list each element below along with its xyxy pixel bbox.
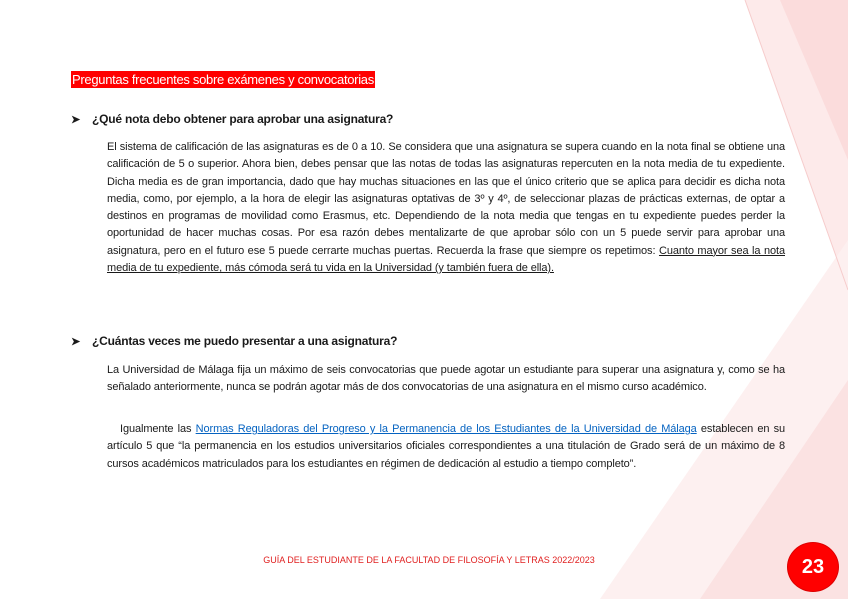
- arrow-bullet-icon: ➤: [71, 114, 81, 126]
- answer-1: [107, 139, 785, 277]
- answer-2b-after: establecen en su artículo 5 que “la permanencia en los estudios universitarios oficiales correspondientes a una titulación de Grado será de un máximo de 8 cursos académicos matriculados para los estudiantes en régimen de dedicación al estudio a tiempo completo”.: [107, 423, 786, 470]
- normas-link[interactable]: Normas Reguladoras del Progreso y la Permanencia de los Estudiantes de la Universidad de Málaga: [195, 423, 697, 435]
- question-1: [71, 112, 393, 126]
- answer-2: La Universidad de Málaga fija un máximo de seis convocatorias que puede agotar un estudiante para superar una asignatura y, como se ha señalado anteriormente, nunca se podrán agotar más de dos convocatorias de una asignatura en el mismo curso académico.: [107, 364, 785, 394]
- answer-1-text: El sistema de calificación de las asignaturas es de 0 a 10. Se considera que una asignatura se supera cuando en la nota final se obtiene una calificación de 5 o superior. Ahora bien, debes pensar que las notas de todas las asignaturas repercuten en la nota media de tu expediente. Dicha media es de gran importancia, dado que hay muchas situaciones en las que el único criterio que se aplica para decidir es dicha nota media, como, por ejemplo, a la hora de elegir las asignaturas optativas de 3º y 4º, de seleccionar plazas de prácticas externas, de optar a destinos en programas de movilidad como Erasmus, etc. Dependiendo de la nota media que tengas en tu expediente puedes perder la oportunidad de hacer muchas cosas. Por esa razón debes mentalizarte de que aprobar sólo con un 5 puede servir para aprobar una asignatura, pero en el futuro ese 5 puede cerrarte muchas puertas. Recuerda la frase que siempre os repetimos:: [107, 141, 785, 257]
- section-title: Preguntas frecuentes sobre exámenes y convocatorias: [72, 72, 374, 87]
- answer-2b: [107, 421, 785, 473]
- question-1-text: ¿Qué nota debo obtener para aprobar una asignatura?: [92, 112, 394, 126]
- question-2: [71, 334, 397, 348]
- page-number: 23: [787, 542, 839, 592]
- answer-2b-before: Igualmente las: [120, 423, 196, 435]
- arrow-bullet-icon: ➤: [71, 336, 81, 348]
- question-2-text: ¿Cuántas veces me puedo presentar a una asignatura?: [92, 334, 398, 348]
- footer: GUÍA DEL ESTUDIANTE DE LA FACULTAD DE FILOSOFÍA Y LETRAS 2022/2023: [263, 555, 595, 565]
- answer-1-highlight: Cuanto mayor sea la nota media de tu expediente, más cómoda será tu vida en la Universidad (y también fuera de ella).: [107, 244, 785, 275]
